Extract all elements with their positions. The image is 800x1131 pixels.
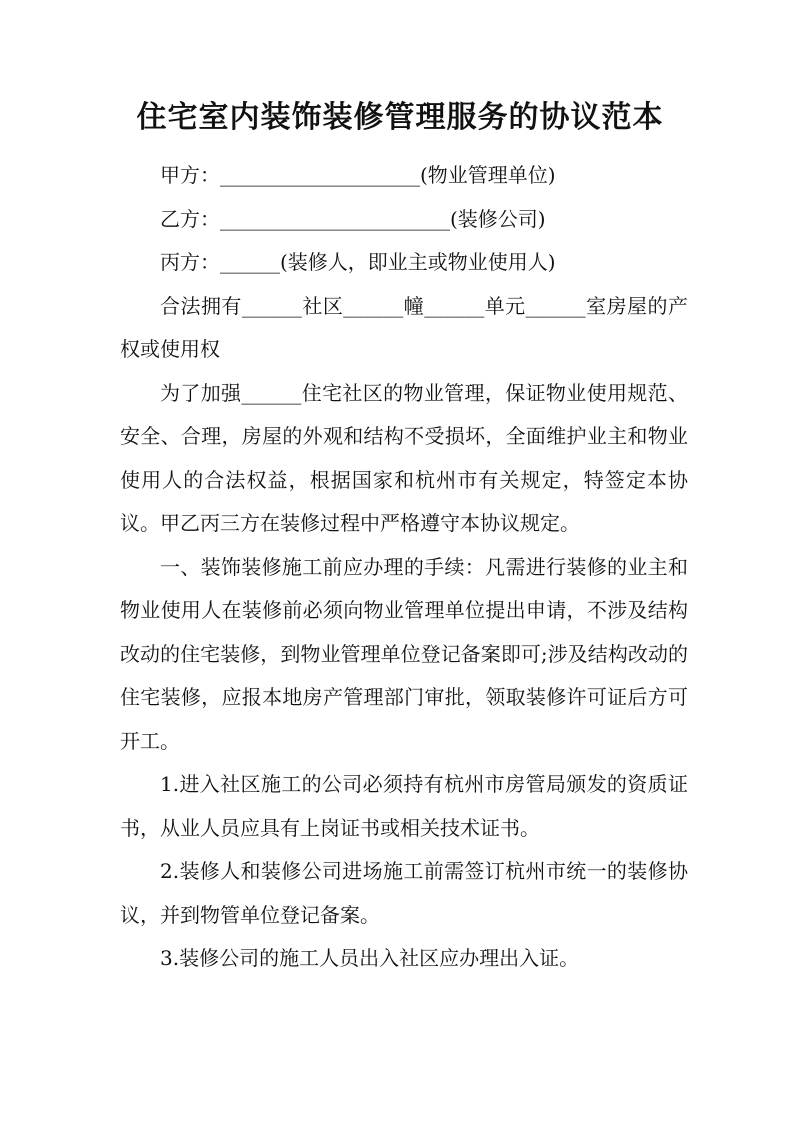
clause-3-paragraph: 3.装修公司的施工人员出入社区应办理出入证。: [160, 946, 580, 970]
section-one-paragraph: 一、装饰装修施工前应办理的手续：凡需进行装修的业主和物业使用人在装修前必须向物业管理单位提出申请，不涉及结构改动的住宅装修，到物业管理单位登记备案即可;涉及结构改动的住宅装修，应报本地房产管理部门审批，领取装修许可证后方可开工。: [120, 554, 688, 753]
purpose-paragraph: 为了加强______住宅社区的物业管理，保证物业使用规范、安全、合理，房屋的外观和结构不受损坏，全面维护业主和物业使用人的合法权益，根据国家和杭州市有关规定，特签定本协议。甲乙丙三方在装修过程中严格遵守本协议规定。: [120, 380, 688, 535]
party-c-line: 丙方：______(装修人，即业主或物业使用人): [160, 250, 556, 274]
document-body: [120, 154, 688, 981]
party-b-line: 乙方：_______________________(装修公司): [160, 206, 546, 231]
document-title: 住宅室内装饰装修管理服务的协议范本: [136, 100, 664, 135]
ownership-paragraph: 合法拥有______社区______幢______单元______室房屋的产权或使用权: [120, 293, 688, 361]
party-a-line: 甲方：____________________(物业管理单位): [160, 163, 556, 187]
clause-2-paragraph: 2.装修人和装修公司进场施工前需签订杭州市统一的装修协议，并到物管单位登记备案。: [120, 859, 688, 927]
clause-1-paragraph: 1.进入社区施工的公司必须持有杭州市房管局颁发的资质证书，从业人员应具有上岗证书或相关技术证书。: [120, 772, 688, 840]
